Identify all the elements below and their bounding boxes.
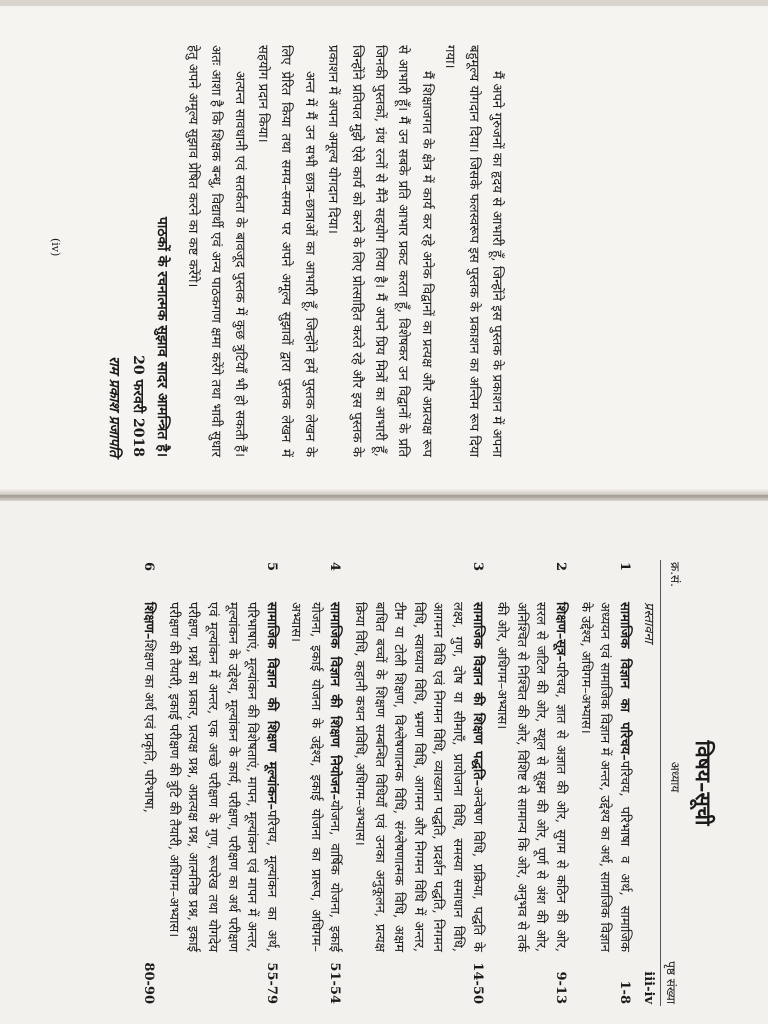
toc-row-number: 1 (616, 562, 632, 572)
toc-row-number (636, 560, 661, 600)
toc-row-heading: सामाजिक विज्ञान की शिक्षण पद्धति– (469, 602, 485, 787)
preface-signature (102, 45, 174, 457)
toc-row-number: 3 (469, 562, 485, 572)
toc-row-heading: सामाजिक विज्ञान का परिचय– (616, 602, 632, 761)
toc-row-number: 2 (553, 562, 569, 572)
toc-row-number: 4 (327, 562, 343, 572)
preface-date: 20 फरवरी 2018 (130, 355, 147, 457)
page-edge (0, 0, 768, 6)
preface-paragraph: मैं शिक्षाजगत के क्षेत्र में कार्य कर रहे अनेक विद्वानों का प्रत्यक्ष और अप्रत्यक्ष रूप से आभारी हूँ। मैं उन सबके प्रति आभार प्रकट करता हूँ, विशेषकर उन विद्वानों के प्रति जिनकी पुस्तकों, ग्रंथ रत्नों से मैंने सहयोग लिया है। मैं अपने प्रिय मित्रों का आभारी हूँ, जिन्होंने प्रतिपल मुझे ऐसे कार्य को करने के लिए प्रोत्साहित करते रहे और इस पुस्तक के प्रकाशन में अपना अमूल्य योगदान दिया। (325, 45, 434, 457)
toc-row-pages: 9-13 (553, 971, 569, 1004)
book-gutter (0, 489, 768, 501)
preface-paragraph: मैं अपने गुरुजनों का हृदय से आभारी हूँ, जिन्होंने इस पुस्तक के प्रकाशन में अपना बहुमूल्य योगदान दिया। जिसके फलस्वरूप इस पुस्तक के प्रकाशन का अन्तिम रूप दिया गया। (442, 45, 504, 457)
toc-row-text (572, 600, 636, 954)
toc-row (636, 560, 661, 1006)
toc-row-heading: सामाजिक विज्ञान की शिक्षण नियोजन– (327, 602, 343, 801)
page-number: (iv) (49, 238, 62, 257)
preface-text (58, 45, 508, 457)
toc-row-pages: 51-54 (327, 962, 343, 1004)
toc-row-topics: योजना, वार्षिक योजना, इकाई योजना, इकाई योजना के उद्देश्य, इकाई योजना का प्रारूप, अधिगम–अभ्यास। (288, 602, 343, 952)
toc-row-topics: शिक्षण का अर्थ एवं प्रकृति, परिभाषा, (141, 639, 157, 813)
preface-author: राम प्रकाश प्रजापति (106, 356, 123, 457)
toc-row-heading: शिक्षण–सूत्र– (553, 602, 569, 662)
toc-row-topics: परिचय, ज्ञात से अज्ञात की ओर, सुगम से कठिन की ओर, सरल से जटिल की ओर, स्थूल से सूक्ष्म की ओर, पूर्ण से अंश की ओर, अनिश्चित से निश्चित की ओर, विशिष्ट से सामान्य कि ओर, अनुभव से तर्क की ओर, अधिगम–अभ्यास। (494, 602, 569, 952)
toc-table (136, 560, 684, 1006)
toc-col-serial: क्र.सं. (661, 560, 684, 600)
toc-row-text (283, 600, 347, 954)
toc-row (347, 560, 489, 1006)
preface-invite: पाठकों के रचनात्मक सुझाव सादर आमन्त्रित है। (154, 216, 171, 457)
toc-row-text (636, 600, 661, 954)
toc-row (283, 560, 347, 1006)
toc-row-heading: प्रस्तावना (641, 602, 657, 644)
toc-row-pages: 1-8 (616, 980, 632, 1004)
toc-row-text (489, 600, 572, 954)
preface-paragraph: अत्यन्त सावधानी एवं सतर्कता के बावजूद पुस्तक में कुछ त्रुटियाँ भी हो सकती हैं। अतः आशा है कि शिक्षक बन्धु, विद्यार्थी एवं अन्य पाठकगण क्षमा करेंगे तथा भावी सुधार हेतु अपने अमूल्य सुझाव प्रेषित करने का कष्ट करेंगे। (184, 45, 247, 457)
toc-row-text (347, 600, 489, 954)
toc-row (572, 560, 636, 1006)
toc-col-page: पृष्ठ संख्या (661, 954, 684, 1006)
toc-row-pages: 80-90 (141, 962, 157, 1004)
toc-row-number: 5 (263, 562, 279, 572)
toc-row (136, 560, 161, 1006)
toc-title: विषय–सूची (691, 740, 716, 826)
table-of-contents (48, 560, 718, 1006)
toc-row (489, 560, 572, 1006)
toc-row-text (136, 600, 161, 954)
toc-row-heading: सामाजिक विज्ञान की शिक्षण मूल्यांकन– (263, 602, 279, 810)
toc-row-text (160, 600, 283, 954)
toc-row-pages: 14-50 (469, 962, 485, 1004)
toc-row-topics: परिचय, परिभाषा व अर्थ, सामाजिक अध्ययन एवं सामाजिक विज्ञान में अन्तर, उद्देश्य का अर्थ, सामाजिक विज्ञान के उद्देश्य, अधिगम–अभ्यास। (577, 602, 632, 952)
toc-row-heading: शिक्षण– (141, 602, 157, 640)
toc-row-pages: iii-iv (641, 971, 657, 1004)
toc-row-topics: परिचय, मूल्यांकन का अर्थ, परिभाषाएं, मूल्यांकन की विशेषताएं, मापन, मूल्यांकन एवं मापन में अन्तर, मूल्यांकन के उद्देश्य, मूल्यांकन के कार्य, परीक्षण, परीक्षण का अर्थ परीक्षण एवं मूल्यांकन में अन्तर, एक अच्छे परीक्षण के गुण, रूपरेख तथा योगदेय परीक्षण, प्रश्नों का प्रकार, प्रत्यक्ष प्रश्न, अप्रत्यक्ष प्रश्न, आत्मनिष्ठ प्रश्न, इकाई परीक्षण की तैयारी, इकाई परीक्षण की त्रुटि की तैयारी, अधिगम–अभ्यास। (165, 602, 279, 952)
toc-row (160, 560, 283, 1006)
toc-row-topics: अन्वेषण विधि, प्रक्रिया, पद्धति के लक्ष्य, गुण, दोष या सीमाएँ, प्रायोजना विधि, समस्या समाधान विधि, आगमन विधि एवं निगमन विधि, व्याख्यान पद्धति, प्रदर्शन पद्धति, निगमन विधि, स्वाध्याय विधि, भ्रमण विधि, आगमन और निगमन विधि में अन्तर, टीम या टोली शिक्षण, विश्लेषणात्मक विधि, संश्लेषणात्मक विधि, अक्षम बाधित बच्चों के शिक्षण सम्बन्धित विधियाँ एवं उनका अनुकूलन, प्रत्यक्ष क्रिया विधि, कहानी कथन प्रविधि, अधिगम–अभ्यास। (352, 602, 485, 952)
toc-row-number: 6 (141, 562, 157, 572)
toc-header-row (661, 560, 684, 1006)
toc-row-pages: 55-79 (263, 962, 279, 1004)
toc-col-chapter: अध्याय (661, 600, 684, 954)
preface-paragraph: अन्त में मैं उन सभी छात्र–छात्राओं का आभारी हूँ, जिन्होंने हमें पुस्तक लेखन के लिए प्रेरित किया तथा समय–समय पर अपने अमूल्य सुझावों द्वारा पुस्तक लेखन में सहयोग प्रदान किया। (254, 45, 317, 457)
